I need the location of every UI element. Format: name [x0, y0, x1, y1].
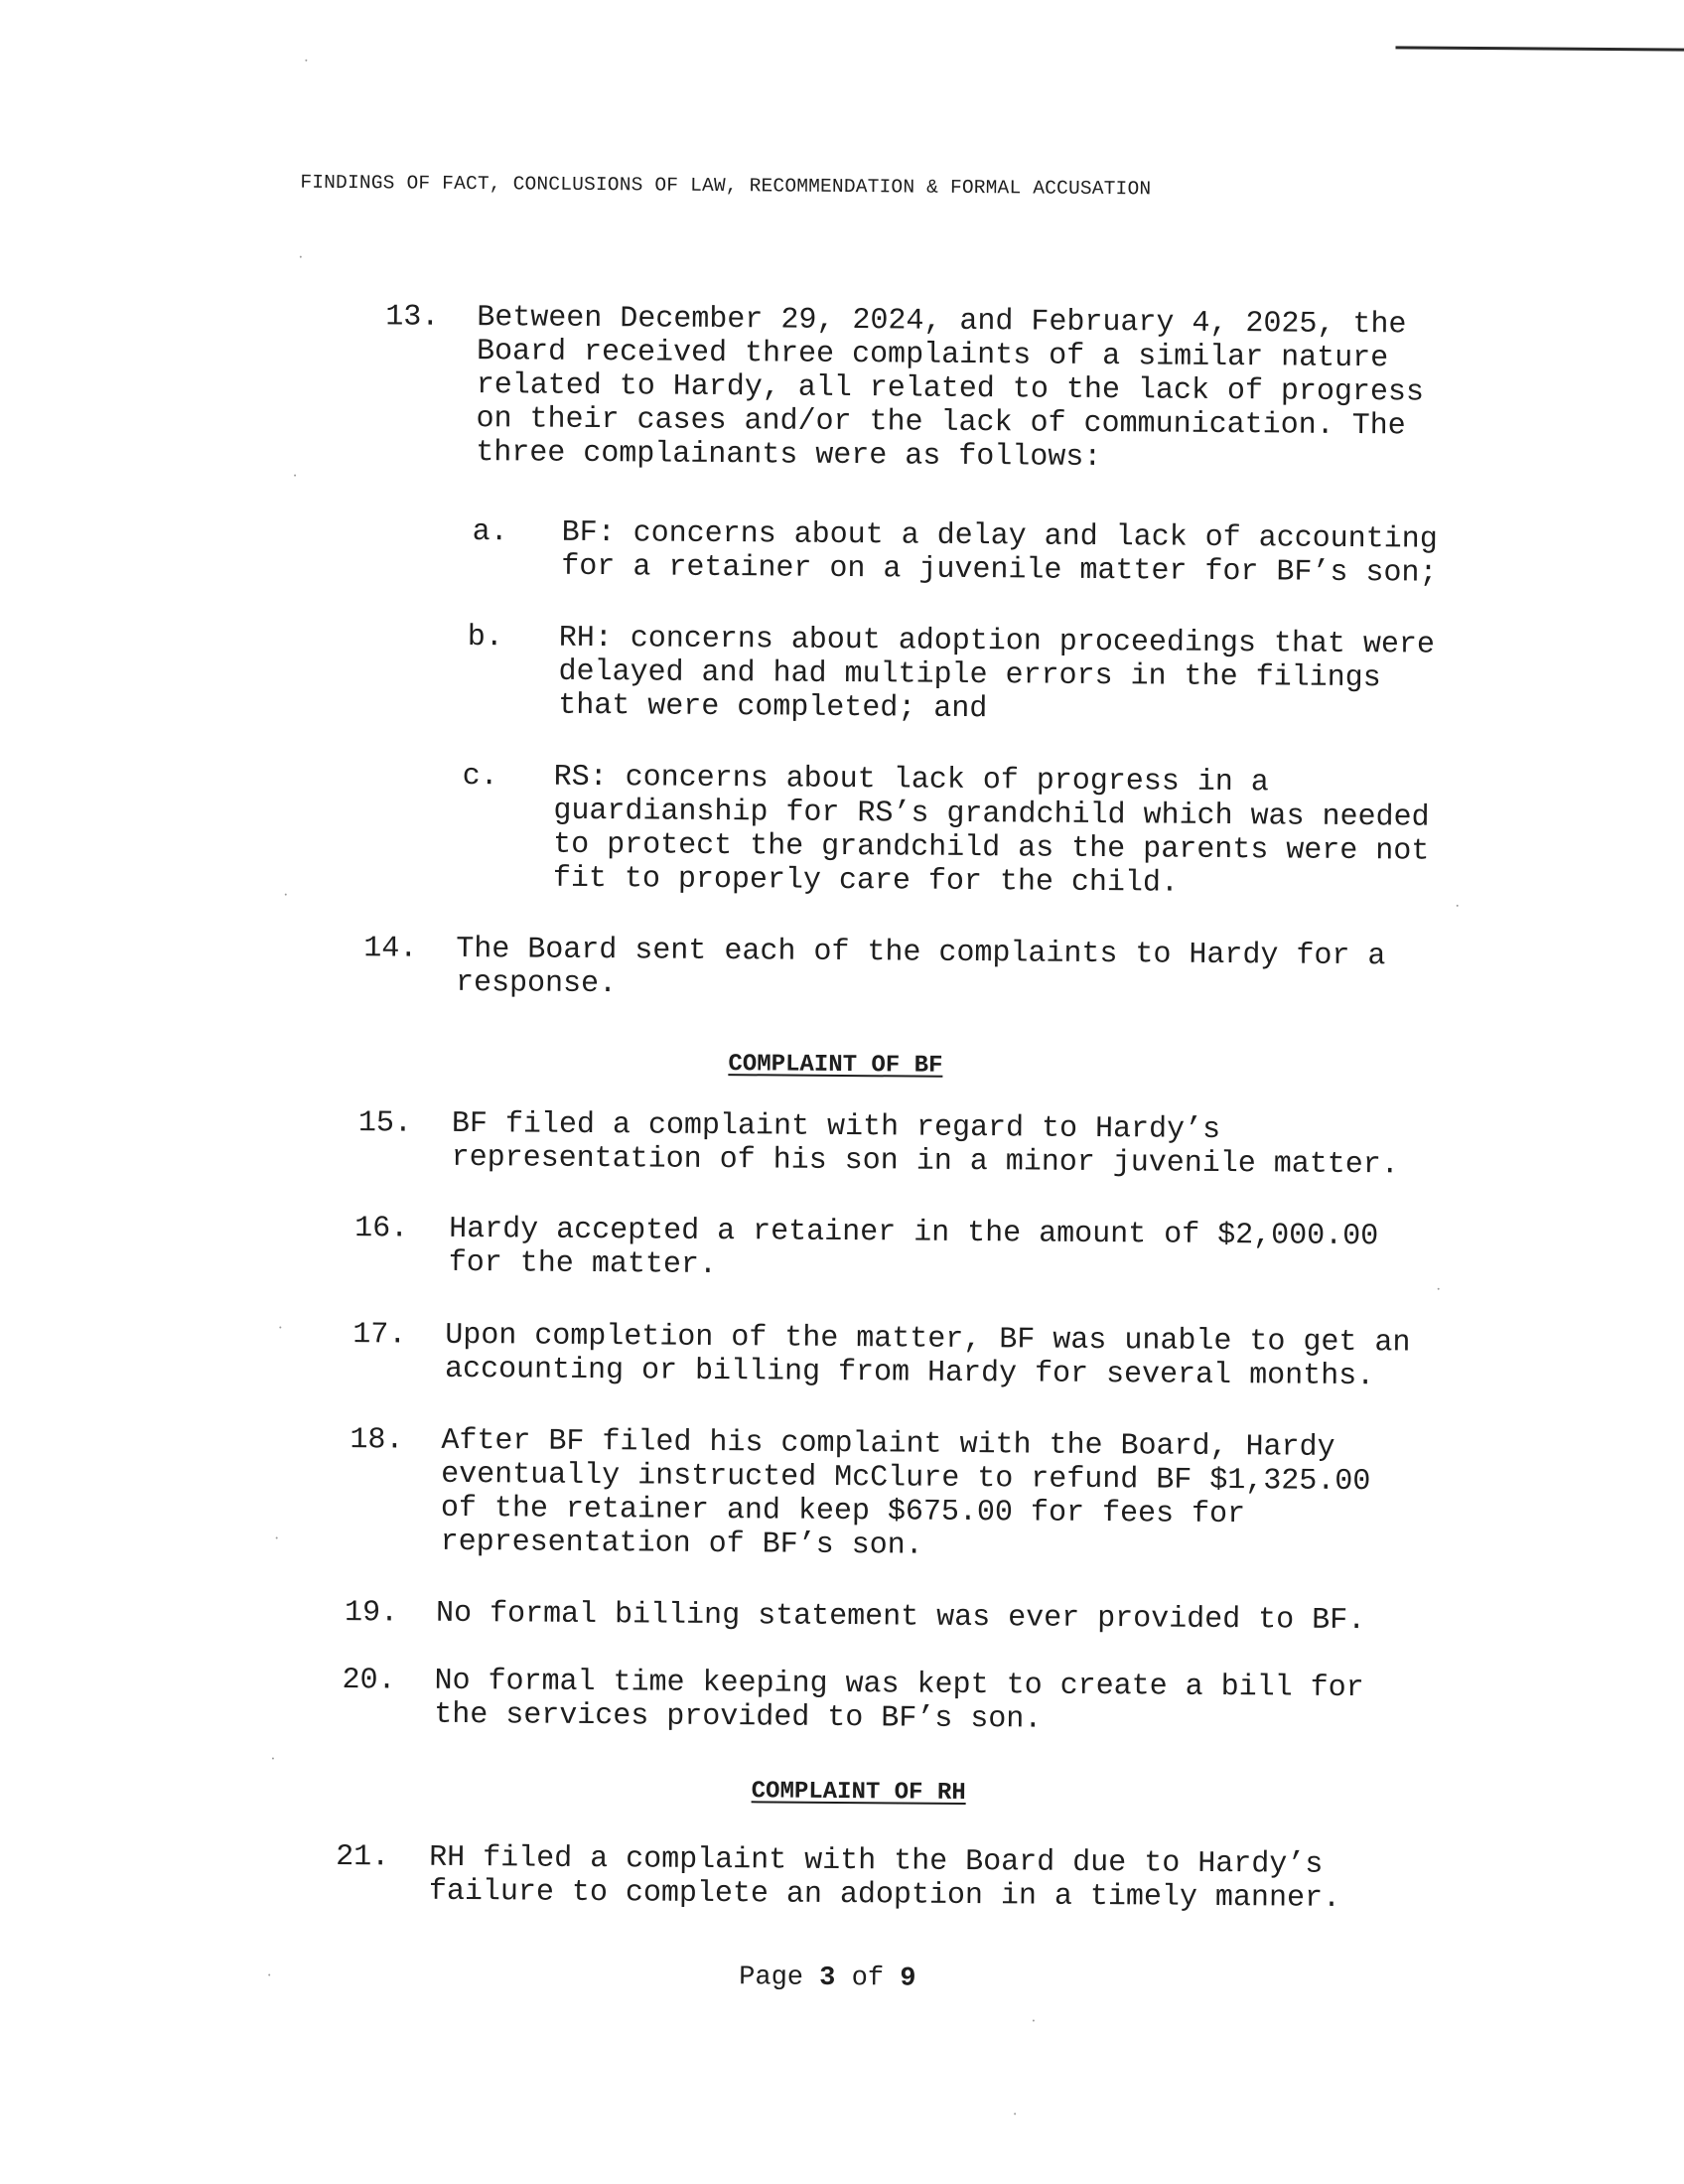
paragraph-line: representation of BF’s son. — [440, 1525, 923, 1563]
paragraph-text — [441, 1424, 1371, 1566]
paragraph-line: RH: concerns about adoption proceedings that were — [558, 621, 1436, 662]
document-header: FINDINGS OF FACT, CONCLUSIONS OF LAW, RECOMMENDATION & FORMAL ACCUSATION — [300, 171, 1152, 201]
paragraph-line: representation of his son in a minor juvenile matter. — [451, 1140, 1399, 1183]
section-heading-complaint-bf: COMPLAINT OF BF — [728, 1051, 943, 1080]
paragraph-number: 19. — [344, 1596, 399, 1631]
paragraph-line: three complainants were as follows: — [476, 436, 1102, 476]
scan-speck — [294, 475, 296, 477]
page-current: 3 — [819, 1963, 836, 1993]
paragraph-text — [445, 1319, 1411, 1394]
paragraph-number: 13. — [385, 300, 440, 335]
paragraph-line: guardianship for RS’s grandchild which was needed — [553, 794, 1430, 835]
scan-speck — [305, 60, 307, 62]
scan-speck — [1014, 2112, 1016, 2114]
paragraph-number: 16. — [353, 1212, 409, 1246]
sub-item-text — [561, 516, 1438, 591]
paragraph-line: the services provided to BF’s son. — [434, 1697, 1043, 1737]
scan-speck — [300, 256, 302, 258]
paragraph-line: Hardy accepted a retainer in the amount of $2,000.00 — [448, 1212, 1379, 1254]
paragraph-line: Between December 29, 2024, and February 4, 2025, the — [477, 301, 1407, 343]
scan-speck — [279, 1327, 281, 1329]
paragraph-line: After BF filed his complaint with the Board, Hardy — [441, 1423, 1335, 1465]
paragraph-text — [449, 1213, 1379, 1287]
paragraph-line: of the retainer and keep $675.00 for fees for — [440, 1491, 1246, 1532]
scan-speck — [1457, 905, 1459, 907]
sub-item-text — [553, 761, 1430, 903]
paragraph-text — [476, 301, 1424, 477]
paragraph-line: eventually instructed McClure to refund BF $1,325.00 — [441, 1457, 1371, 1500]
sub-item-letter: a. — [472, 515, 508, 550]
paragraph-line: to protect the grandchild as the parents were not — [553, 827, 1430, 869]
paragraph-line: BF filed a complaint with regard to Hardy’s — [451, 1106, 1221, 1147]
paragraph-line: Upon completion of the matter, BF was unable to get an — [445, 1318, 1411, 1361]
scan-speck — [276, 1537, 278, 1539]
paragraph-line: response. — [455, 965, 618, 1002]
paragraph-line: delayed and had multiple errors in the filings — [558, 655, 1381, 696]
page-label: Page — [739, 1963, 804, 1993]
page-footer — [739, 1962, 915, 1994]
sub-item-letter: c. — [462, 759, 498, 795]
paragraph-line: on their cases and/or the lack of communication. The — [476, 402, 1406, 444]
scan-speck — [1033, 2020, 1035, 2022]
section-heading-complaint-rh: COMPLAINT OF RH — [751, 1778, 966, 1807]
paragraph-line: that were completed; and — [558, 688, 988, 727]
paragraph-line: fit to properly care for the child. — [552, 861, 1180, 901]
paragraph-text — [436, 1597, 1365, 1638]
paragraph-number: 21. — [336, 1840, 390, 1875]
sub-item-letter: b. — [467, 621, 503, 655]
paragraph-line: Board received three complaints of a similar nature — [476, 335, 1389, 376]
top-rule — [1395, 46, 1684, 51]
page-total: 9 — [900, 1964, 916, 1994]
sub-item-text — [558, 622, 1435, 730]
paragraph-number: 20. — [342, 1664, 396, 1698]
paragraph-line: BF: concerns about a delay and lack of accounting — [561, 515, 1438, 557]
paragraph-line: failure to complete an adoption in a timely manner. — [428, 1874, 1341, 1916]
paragraph-line: RS: concerns about lack of progress in a — [553, 760, 1269, 801]
paragraph-number: 14. — [363, 932, 418, 966]
paragraph-number: 17. — [352, 1318, 407, 1353]
paragraph-line: accounting or billing from Hardy for several months. — [444, 1352, 1375, 1394]
paragraph-number: 15. — [357, 1106, 413, 1141]
scan-speck — [1438, 1288, 1440, 1290]
paragraph-line: No formal billing statement was ever provided to BF. — [435, 1596, 1366, 1639]
paragraph-line: The Board sent each of the complaints to Hardy for a — [456, 932, 1386, 974]
paragraph-line: RH filed a complaint with the Board due to Hardy’s — [429, 1840, 1324, 1882]
paragraph-line: No formal time keeping was kept to create a bill for — [434, 1664, 1364, 1706]
paragraph-line: for the matter. — [448, 1245, 718, 1283]
paragraph-text — [434, 1665, 1364, 1739]
paragraph-line: related to Hardy, all related to the lack of progress — [476, 368, 1425, 410]
paragraph-line: for a retainer on a juvenile matter for BF’s son; — [561, 549, 1438, 591]
scan-speck — [272, 1757, 274, 1759]
scan-speck — [285, 894, 287, 896]
paragraph-text — [429, 1841, 1341, 1916]
paragraph-text — [452, 1107, 1400, 1182]
paragraph-number: 18. — [350, 1423, 404, 1458]
scan-speck — [268, 1973, 270, 1975]
paragraph-text — [456, 933, 1386, 1007]
page-separator: of — [851, 1964, 885, 1994]
